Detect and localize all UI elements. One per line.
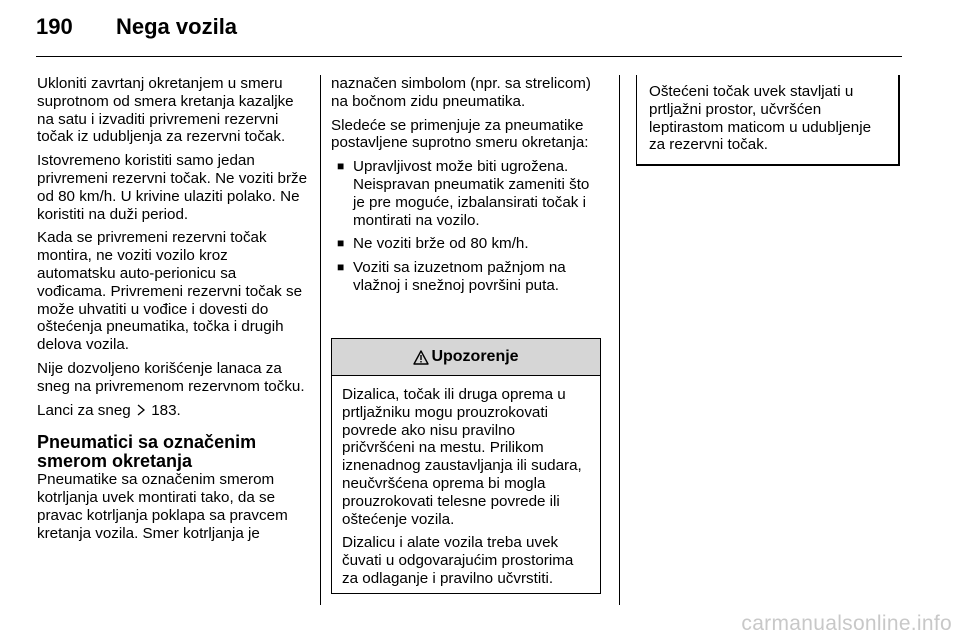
warning-triangle-icon [413,350,429,365]
column-divider-2 [619,75,620,605]
list-item-text: Upravljivost može biti ugrožena. Neispravan pneumatik zameniti što je pre moguće, izbalansirati točak i montirati na vozilo. [353,158,590,229]
paragraph: Nije dozvoljeno korišćenje lanaca za sneg na privremenom rezervnom točku. [37,359,305,395]
paragraph: Ukloniti zavrtanj okretanjem u smeru suprotnom od smera kretanja kazaljke na satu i izvaditi privremeni rezervni točak iz udubljenja za rezervni točak. [37,75,294,146]
column-2 [331,75,605,301]
watermark: carmanualsonline.info [741,612,952,635]
paragraph: Pneumatike sa označenim smerom kotrljanja uvek montirati tako, da se pravac kotrljanja poklapa sa pravcem kretanja vozila. Smer kotrljanja je [37,471,288,542]
paragraph: Kada se privremeni rezervni točak montira, ne voziti vozilo kroz automatsku auto-perionicu sa vođicama. Privremeni rezervni točak se može uhvatiti u vođice i dovesti do oštećenja pneumatika, točka i drugih delova vozila. [37,229,303,354]
cross-reference-page[interactable]: 183. [151,401,181,419]
paragraph: Istovremeno koristiti samo jedan privremeni rezervni točak. Ne voziti brže od 80 km/h. U krivine ulaziti polako. Ne koristiti na duži period. [37,152,308,223]
column-1 [37,75,309,549]
bullet-icon: ■ [337,159,345,174]
section-heading: Pneumatici sa označenim smerom okretanja [37,432,257,472]
list-item-text: Voziti sa izuzetnom pažnjom na vlažnoj i snežnoj površini puta. [353,259,566,294]
bullet-icon: ■ [337,260,345,275]
bullet-list [331,158,605,295]
list-item-text: Ne voziti brže od 80 km/h. [353,235,529,253]
warning-header [332,338,600,376]
note-text: Oštećeni točak uvek stavljati u prtljažni prostor, učvršćen leptirastom maticom u udubljenje za rezervni točak. [649,83,872,154]
warning-body [332,376,600,588]
note-box [636,75,900,166]
cross-reference-text: Lanci za sneg [37,401,131,419]
column-3 [636,75,900,166]
list-item [331,158,605,229]
header-rule [36,56,902,57]
list-item [331,235,605,253]
column-divider-1 [320,75,321,605]
warning-box [331,338,601,594]
paragraph: Sledeće se primenjuje za pneumatike postavljene suprotno smeru okretanja: [331,116,589,152]
cross-reference [37,402,309,420]
warning-title: Upozorenje [431,348,519,365]
paragraph: naznačen simbolom (npr. sa strelicom) na bočnom zidu pneumatika. [331,75,591,110]
bullet-icon: ■ [337,236,345,251]
page-title: Nega vozila [116,14,238,39]
page-number: 190 [36,14,73,39]
warning-paragraph: Dizalicu i alate vozila treba uvek čuvati u odgovarajućim prostorima za odlaganje i pravilno učvrstiti. [342,534,574,587]
list-item [331,259,605,295]
warning-paragraph: Dizalica, točak ili druga oprema u prtljažniku mogu prouzrokovati povrede ako nisu pravilno pričvršćeni na mestu. Prilikom iznenadnog zaustavljanja ili sudara, neučvršćena oprema bi mogla prouzrokovati telesne povrede ili oštećenje vozila. [342,386,582,528]
page-reference-arrow-icon [136,404,146,416]
